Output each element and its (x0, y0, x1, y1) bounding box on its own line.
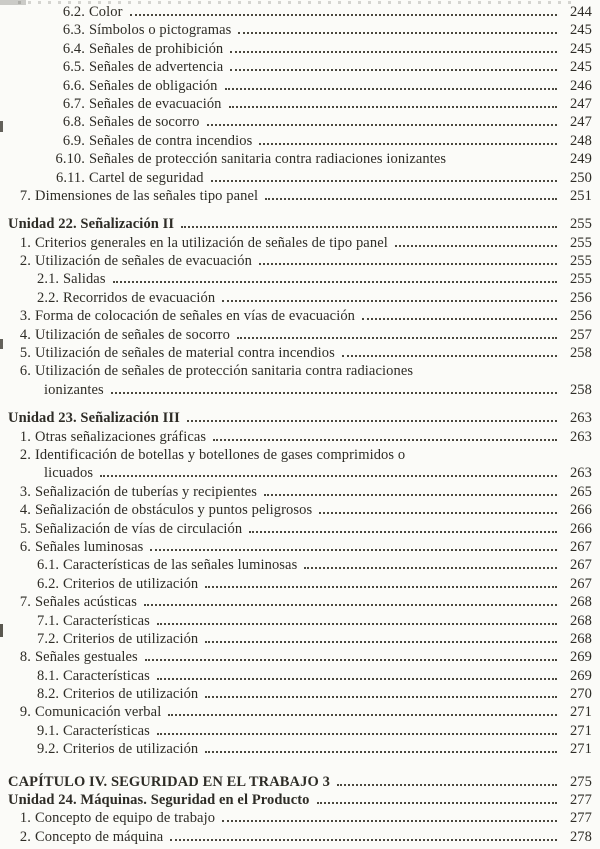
entry-title: Señales de socorro (89, 114, 200, 131)
entry-title: Características (63, 722, 150, 739)
entry-title: Símbolos o pictogramas (89, 22, 232, 39)
entry-title: Criterios generales en la utilización de señales de tipo panel (35, 234, 388, 251)
entry-title: Utilización de señales de protección sanitaria contra radiaciones (35, 363, 414, 380)
entry-number: 3. (19, 483, 31, 500)
entry-title: Identificación de botellas y botellones de gases comprimidos o (35, 446, 406, 463)
entry-title: Color (89, 4, 123, 20)
toc-row (0, 464, 592, 482)
entry-number: 9.1. (37, 722, 60, 739)
entry-title: CAPÍTULO IV. SEGURIDAD EN EL TRABAJO 3 (8, 773, 330, 790)
entry-page: 267 (569, 575, 592, 592)
entry-page: 277 (569, 792, 592, 809)
toc-row (0, 630, 592, 648)
entry-page: 248 (569, 132, 592, 149)
dot-leader (337, 784, 557, 786)
dot-leader (229, 106, 557, 108)
dot-leader (145, 659, 557, 661)
entry-title: Criterios de utilización (63, 741, 199, 758)
dot-leader (205, 696, 557, 698)
dot-leader (205, 751, 557, 753)
toc-row (0, 132, 592, 150)
entry-title: ionizantes (44, 381, 104, 398)
entry-number: 5. (19, 345, 31, 362)
toc-row (0, 703, 592, 721)
entry-title: Señales luminosas (35, 538, 144, 555)
entry-page: 268 (569, 630, 592, 647)
entry-page: 271 (569, 704, 592, 721)
entry-number: 6.10. (55, 151, 85, 168)
toc-row (0, 667, 592, 685)
entry-page: 255 (569, 253, 592, 270)
entry-number: 8.1. (37, 667, 60, 684)
entry-page: 245 (569, 22, 592, 39)
entry-page: 245 (569, 59, 592, 76)
dot-leader (264, 494, 557, 496)
entry-number: 6.3. (62, 22, 85, 39)
entry-number: 7. (19, 594, 31, 611)
entry-number: 9.2. (37, 741, 60, 758)
toc-row (0, 21, 592, 39)
toc-row (0, 150, 592, 168)
entry-title: Concepto de máquina (35, 828, 164, 845)
entry-page: 255 (569, 271, 592, 288)
entry-title: Señales de obligación (89, 77, 218, 94)
entry-page: 247 (569, 114, 592, 131)
entry-title: Características (63, 667, 150, 684)
toc-row (0, 3, 592, 21)
toc-row (0, 95, 592, 113)
entry-number: 2. (19, 253, 31, 270)
entry-title: Señales acústicas (35, 594, 137, 611)
dot-leader (211, 180, 557, 182)
entry-page: 256 (569, 289, 592, 306)
dot-leader (157, 678, 557, 680)
entry-number: 4. (19, 502, 31, 519)
entry-number: 6. (19, 538, 31, 555)
toc-row (0, 58, 592, 76)
entry-page: 275 (569, 773, 592, 790)
entry-title: Señales de advertencia (89, 59, 224, 76)
entry-page: 246 (569, 77, 592, 94)
entry-title: Señalización de obstáculos y puntos peligrosos (35, 502, 313, 519)
entry-number: 2.2. (37, 289, 60, 306)
toc-row (0, 740, 592, 758)
dot-leader (259, 143, 557, 145)
dot-leader (238, 32, 557, 34)
dot-leader (205, 586, 557, 588)
entry-page: 269 (569, 667, 592, 684)
toc-row (0, 113, 592, 131)
toc-row (0, 307, 592, 325)
entry-title: Recorridos de evacuación (63, 289, 216, 306)
toc-row (0, 538, 592, 556)
entry-title: Utilización de señales de evacuación (35, 253, 252, 270)
entry-page: 267 (569, 557, 592, 574)
entry-title: Señales de protección sanitaria contra radiaciones ionizantes (89, 151, 447, 168)
dot-leader (181, 226, 557, 228)
dot-leader (111, 392, 557, 394)
entry-number: 7. (19, 187, 31, 204)
entry-number: 8.2. (37, 686, 60, 703)
toc-row (0, 520, 592, 538)
dot-leader (249, 531, 557, 533)
dot-leader (222, 300, 557, 302)
entry-title: Características (63, 612, 150, 629)
toc-row (0, 234, 592, 252)
entry-page: 268 (569, 612, 592, 629)
toc-row (0, 809, 592, 827)
entry-title: Cartel de seguridad (89, 169, 204, 186)
entry-number: 6.8. (62, 114, 85, 131)
entry-number: 9. (19, 704, 31, 721)
entry-number: 1. (19, 810, 31, 827)
entry-title: Utilización de señales de socorro (35, 326, 230, 343)
entry-number: 6.1. (37, 557, 60, 574)
entry-number: 7.2. (37, 630, 60, 647)
toc-row (0, 648, 592, 666)
entry-title: licuados (44, 465, 94, 482)
entry-title: Señales gestuales (35, 649, 138, 666)
entry-page: 250 (569, 169, 592, 186)
dot-leader (170, 839, 557, 841)
toc-row (0, 483, 592, 501)
dot-leader (207, 124, 557, 126)
entry-number: 3. (19, 308, 31, 325)
dot-leader (304, 567, 557, 569)
toc-row (0, 381, 592, 399)
entry-title: Unidad 23. Señalización III (8, 410, 180, 427)
toc-row (0, 344, 592, 362)
toc-row (0, 722, 592, 740)
entry-title: Otras señalizaciones gráficas (35, 428, 207, 445)
dot-leader (157, 733, 557, 735)
entry-page: 255 (569, 216, 592, 233)
entry-page: 249 (569, 151, 592, 168)
dot-leader (168, 714, 557, 716)
dot-leader (100, 475, 557, 477)
entry-number: 6. (19, 363, 31, 380)
entry-number: 2. (19, 446, 31, 463)
dot-leader (113, 281, 557, 283)
entry-title: Señales de contra incendios (89, 132, 253, 149)
entry-title: Dimensiones de las señales tipo panel (35, 187, 259, 204)
entry-page: 258 (569, 381, 592, 398)
entry-number: 6.9. (62, 132, 85, 149)
dot-leader (230, 69, 557, 71)
entry-page: 277 (569, 810, 592, 827)
entry-page: 266 (569, 502, 592, 519)
toc-row (0, 791, 592, 809)
entry-page: 263 (569, 465, 592, 482)
entry-title: Concepto de equipo de trabajo (35, 810, 216, 827)
toc-row (0, 77, 592, 95)
entry-page: 269 (569, 649, 592, 666)
dot-leader (342, 355, 557, 357)
toc-row (0, 40, 592, 58)
entry-number: 6.11. (56, 169, 85, 186)
toc-row (0, 215, 592, 233)
dot-leader (230, 51, 557, 53)
entry-page: 244 (569, 4, 592, 20)
entry-title: Señalización de tuberías y recipientes (35, 483, 258, 500)
dot-leader (157, 623, 557, 625)
toc-row (0, 169, 592, 187)
toc-list (0, 3, 600, 846)
toc-row (0, 556, 592, 574)
dot-leader (317, 802, 557, 804)
entry-page: 245 (569, 40, 592, 57)
entry-page: 258 (569, 345, 592, 362)
entry-title: Salidas (63, 271, 106, 288)
entry-number: 2. (19, 828, 31, 845)
entry-title: Características de las señales luminosas (63, 557, 298, 574)
entry-page: 270 (569, 686, 592, 703)
entry-number: 8. (19, 649, 31, 666)
entry-title: Criterios de utilización (63, 630, 199, 647)
entry-title: Criterios de utilización (63, 686, 199, 703)
entry-title: Utilización de señales de material contra incendios (35, 345, 335, 362)
entry-page: 251 (569, 187, 592, 204)
toc-row (0, 252, 592, 270)
entry-page: 256 (569, 308, 592, 325)
entry-page: 263 (569, 428, 592, 445)
dot-leader (319, 512, 557, 514)
entry-number: 7.1. (37, 612, 60, 629)
dot-leader (187, 420, 557, 422)
entry-number: 1. (19, 428, 31, 445)
entry-page: 271 (569, 741, 592, 758)
toc-row (0, 446, 592, 464)
toc-row (0, 428, 592, 446)
entry-number: 5. (19, 520, 31, 537)
dot-leader (222, 820, 557, 822)
dot-leader (213, 439, 557, 441)
entry-title: Señales de evacuación (89, 95, 222, 112)
toc-row (0, 575, 592, 593)
entry-title: Comunicación verbal (35, 704, 162, 721)
dot-leader (144, 604, 557, 606)
dot-leader (237, 337, 557, 339)
entry-number: 6.6. (62, 77, 85, 94)
entry-title: Unidad 24. Máquinas. Seguridad en el Producto (8, 792, 310, 809)
toc-row (0, 593, 592, 611)
entry-number: 6.2. (62, 4, 85, 20)
entry-title: Unidad 22. Señalización II (8, 216, 175, 233)
entry-page: 265 (569, 483, 592, 500)
entry-number: 6.4. (62, 40, 85, 57)
entry-number: 6.5. (62, 59, 85, 76)
entry-title: Forma de colocación de señales en vías de evacuación (35, 308, 356, 325)
dot-leader (259, 263, 557, 265)
entry-title: Señales de prohibición (89, 40, 224, 57)
toc-row (0, 270, 592, 288)
toc-row (0, 187, 592, 205)
dot-leader (205, 641, 557, 643)
entry-number: 2.1. (37, 271, 60, 288)
entry-number: 6.2. (37, 575, 60, 592)
entry-number: 1. (19, 234, 31, 251)
toc-row (0, 326, 592, 344)
toc-row (0, 409, 592, 427)
entry-page: 278 (569, 828, 592, 845)
dot-leader (150, 549, 557, 551)
entry-title: Señalización de vías de circulación (35, 520, 243, 537)
toc-row (0, 773, 592, 791)
entry-page: 257 (569, 326, 592, 343)
entry-page: 271 (569, 722, 592, 739)
toc-row (0, 828, 592, 846)
entry-page: 267 (569, 538, 592, 555)
entry-page: 255 (569, 234, 592, 251)
dot-leader (130, 14, 557, 16)
toc-row (0, 685, 592, 703)
dot-leader (225, 88, 557, 90)
dot-leader (395, 245, 557, 247)
toc-row (0, 362, 592, 380)
entry-title: Criterios de utilización (63, 575, 199, 592)
entry-page: 247 (569, 95, 592, 112)
dot-leader (362, 318, 557, 320)
toc-row (0, 289, 592, 307)
toc-row (0, 612, 592, 630)
entry-page: 266 (569, 520, 592, 537)
toc-row (0, 501, 592, 519)
entry-page: 263 (569, 410, 592, 427)
dot-leader (265, 198, 557, 200)
entry-number: 4. (19, 326, 31, 343)
entry-number: 6.7. (62, 95, 85, 112)
entry-page: 268 (569, 594, 592, 611)
